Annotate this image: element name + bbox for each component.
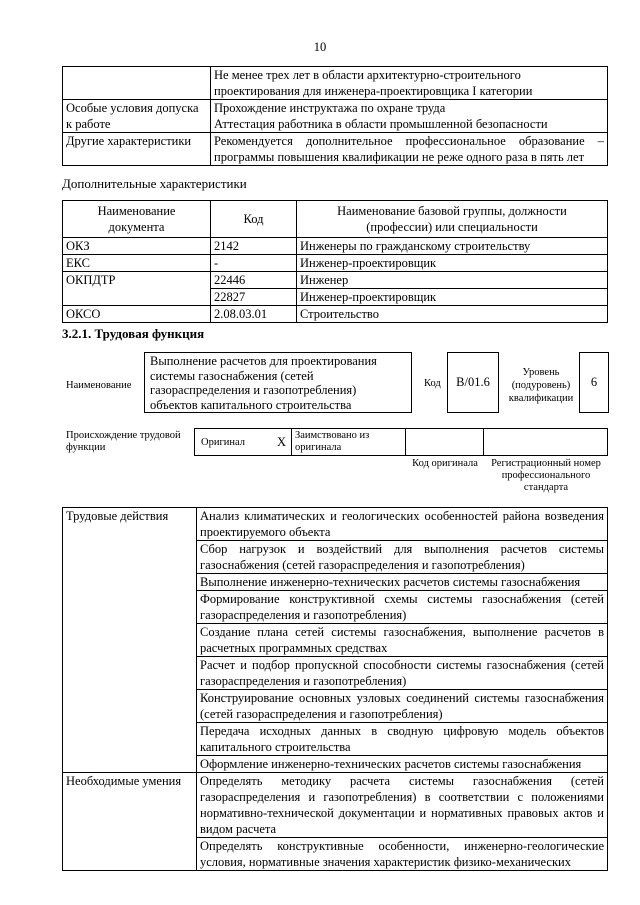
- action-item: Конструирование основных узловых соединений системы газоснабжения (сетей газораспределения и газопотребления): [197, 690, 608, 723]
- reg-number-caption: Регистрационный номер профессионального стандарта: [491, 458, 601, 493]
- action-item: Сбор нагрузок и воздействий для выполнения расчетов системы газоснабжения (сетей газораспределения и газопотребления): [197, 541, 608, 574]
- row-value: Прохождение инструктажа по охране труда Аттестация работника в области промышленной безопасности: [211, 100, 608, 133]
- skill-item: Определять конструктивные особенности, инженерно-геологические условия, нормативные значения характеристик физико-механических: [197, 838, 608, 871]
- action-item: Оформление инженерно-технических расчетов системы газоснабжения: [197, 756, 608, 773]
- section-heading: Дополнительные характеристики: [62, 176, 247, 191]
- table-row: [63, 67, 608, 100]
- divider: [405, 429, 406, 455]
- original-label: Оригинал: [201, 437, 245, 448]
- column-header: Наименование документа: [63, 201, 211, 238]
- original-mark: X: [277, 435, 287, 449]
- function-details-table: [62, 507, 608, 871]
- code-label: Код: [424, 378, 441, 389]
- table-row: [63, 255, 608, 272]
- row-value: Рекомендуется дополнительное профессиональное образование – программы повышения квалификации не реже одного раза в пять лет: [211, 133, 608, 166]
- table-row: [63, 508, 608, 541]
- table-cell: Инженеры по гражданскому строительству: [297, 238, 608, 255]
- action-item: Формирование конструктивной схемы системы газоснабжения (сетей газораспределения и газопотребления): [197, 591, 608, 624]
- divider: [483, 429, 484, 455]
- table-cell: 2142: [211, 238, 297, 255]
- table-cell: 22446: [211, 272, 297, 289]
- row-value: Не менее трех лет в области архитектурно-строительного проектирования для инженера-проектировщика I категории: [211, 67, 608, 100]
- action-item: Выполнение инженерно-технических расчетов системы газоснабжения: [197, 574, 608, 591]
- table-header-row: [63, 201, 608, 238]
- page-number: 10: [313, 40, 327, 54]
- table-row: [63, 133, 608, 166]
- table-cell: ОКСО: [63, 306, 211, 323]
- table-row: [63, 773, 608, 838]
- function-name: Выполнение расчетов для проектирования системы газоснабжения (сетей газораспределения и газопотребления) объектов капитального строительства: [144, 352, 412, 413]
- table-cell: ЕКС: [63, 255, 211, 272]
- action-item: Создание плана сетей системы газоснабжения, выполнение расчетов в расчетных программных средствах: [197, 624, 608, 657]
- qualification-table: [62, 66, 608, 166]
- table-cell: ОКПДТР: [63, 272, 211, 306]
- function-code: B/01.6: [447, 352, 499, 413]
- origin-label: Происхождение трудовой функции: [66, 430, 181, 453]
- borrowed-label: Заимствовано из оригинала: [295, 430, 370, 453]
- actions-label: Трудовые действия: [63, 508, 197, 773]
- skills-label: Необходимые умения: [63, 773, 197, 871]
- action-item: Анализ климатических и геологических особенностей района возведения проектируемого объекта: [197, 508, 608, 541]
- column-header: Код: [211, 201, 297, 238]
- origin-box: [194, 428, 608, 456]
- skill-item: Определять методику расчета системы газоснабжения (сетей газораспределения и газопотребления) в соответствии с положениями нормативно-технической документации и нормативных правовых актов и видом расчета: [197, 773, 608, 838]
- action-item: Расчет и подбор пропускной способности системы газоснабжения (сетей газораспределения и газопотребления): [197, 657, 608, 690]
- qualification-level: 6: [579, 352, 609, 413]
- table-cell: -: [211, 255, 297, 272]
- level-label: Уровень (подуровень) квалификации: [508, 367, 574, 404]
- additional-table: [62, 200, 608, 323]
- table-cell: Инженер-проектировщик: [297, 255, 608, 272]
- table-row: [63, 306, 608, 323]
- row-label: [63, 67, 211, 100]
- divider: [291, 429, 292, 455]
- table-cell: 2.08.03.01: [211, 306, 297, 323]
- code-caption: Код оригинала: [412, 458, 478, 469]
- table-row: [63, 272, 608, 289]
- table-cell: Строительство: [297, 306, 608, 323]
- row-label: Другие характеристики: [63, 133, 211, 166]
- table-cell: ОКЗ: [63, 238, 211, 255]
- column-header: Наименование базовой группы, должности (профессии) или специальности: [297, 201, 608, 238]
- table-row: [63, 238, 608, 255]
- function-heading: 3.2.1. Трудовая функция: [62, 326, 205, 341]
- table-cell: Инженер: [297, 272, 608, 289]
- table-row: [63, 100, 608, 133]
- row-label: Особые условия допуска к работе: [63, 100, 211, 133]
- table-cell: Инженер-проектировщик: [297, 289, 608, 306]
- name-label: Наименование: [66, 380, 132, 391]
- table-cell: 22827: [211, 289, 297, 306]
- action-item: Передача исходных данных в сводную цифровую модель объектов капитального строительства: [197, 723, 608, 756]
